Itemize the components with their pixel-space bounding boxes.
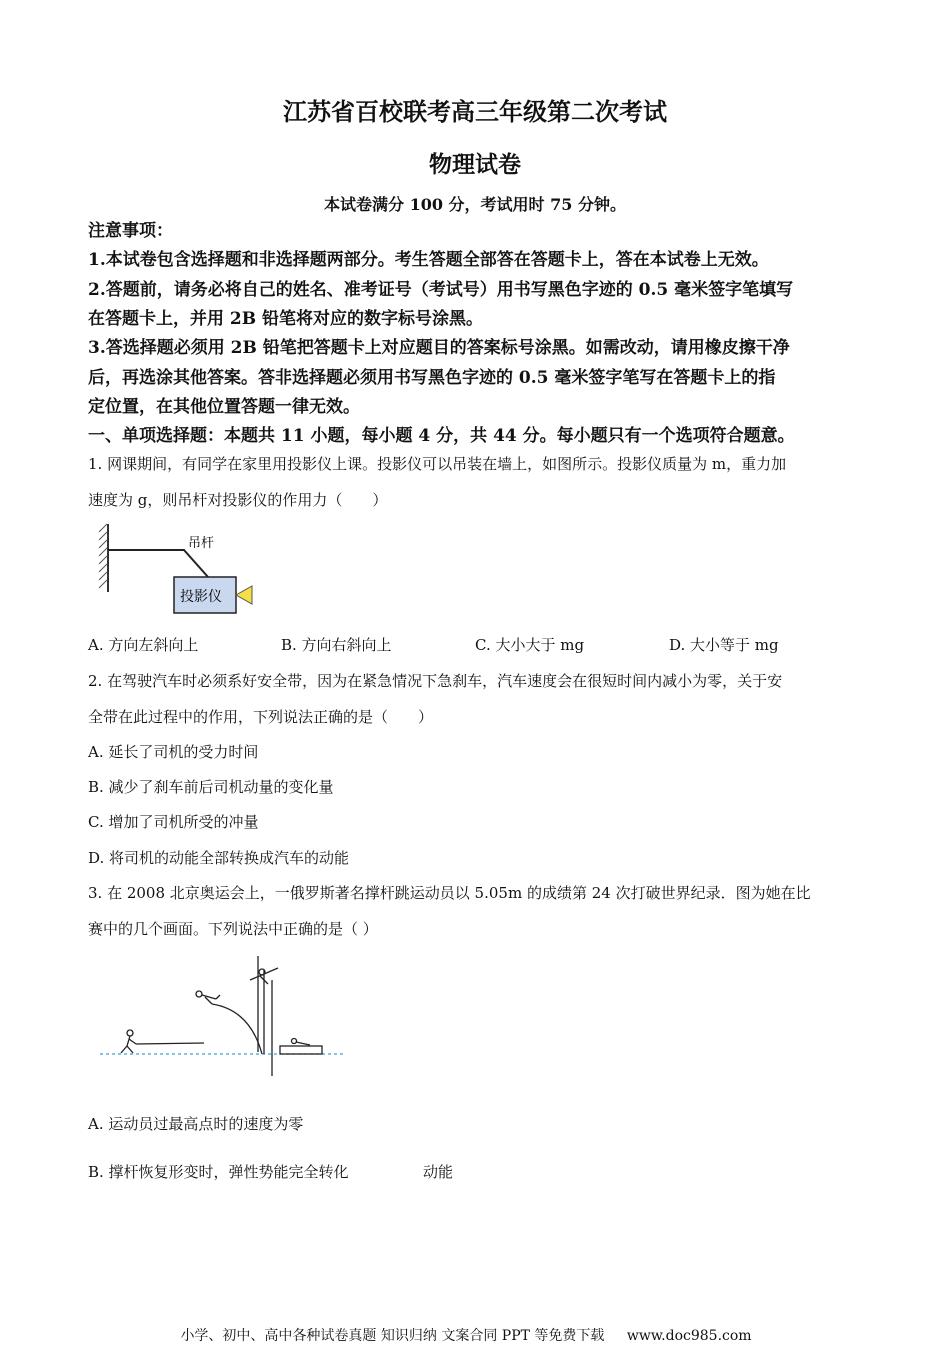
q2-option-c: C. 增加了司机所受的冲量 xyxy=(88,813,259,831)
notice-item-3-line-3: 定位置，在其他位置答题一律无效。 xyxy=(88,397,360,417)
q2-stem-line-1: 2. 在驾驶汽车时必须系好安全带，因为在紧急情况下急刹车，汽车速度会在很短时间内减小为零，关于安 xyxy=(88,672,783,690)
vaulter-figure xyxy=(196,991,262,1054)
rod-label: 吊杆 xyxy=(188,536,215,551)
q2-stem-line-2: 全带在此过程中的作用，下列说法正确的是（ ） xyxy=(88,708,434,726)
q1-option-b: B. 方向右斜向上 xyxy=(281,636,392,654)
section-1-heading: 一、单项选择题：本题共 11 小题，每小题 4 分，共 44 分。每小题只有一个选项符合题意。 xyxy=(88,426,795,446)
q3-option-b-part-1: B. 撑杆恢复形变时，弹性势能完全转化 xyxy=(88,1163,349,1181)
subject-title: 物理试卷 xyxy=(429,151,521,178)
q3-option-a: A. 运动员过最高点时的速度为零 xyxy=(88,1115,304,1133)
q1-option-c: C. 大小大于 mg xyxy=(475,636,585,654)
q1-option-d: D. 大小等于 mg xyxy=(669,636,779,654)
notice-item-2-line-1: 2.答题前，请务必将自己的姓名、准考证号（考试号）用书写黑色字迹的 0.5 毫米签字笔填写 xyxy=(88,280,794,300)
notice-heading: 注意事项： xyxy=(88,221,173,241)
q2-option-b: B. 减少了刹车前后司机动量的变化量 xyxy=(88,778,334,796)
landing-mat xyxy=(280,1039,322,1055)
q3-option-b-part-2: 动能 xyxy=(423,1163,454,1181)
wall-hatch xyxy=(99,524,107,588)
footer-text: 小学、初中、高中各种试卷真题 知识归纳 文案合同 PPT 等免费下载 xyxy=(180,1328,605,1344)
projector-figure xyxy=(96,522,266,618)
hanging-rod xyxy=(108,550,208,577)
footer-url[interactable]: www.doc985.com xyxy=(626,1328,752,1344)
notice-item-3-line-2: 后，再选涂其他答案。答非选择题必须用书写黑色字迹的 0.5 毫米签字笔写在答题卡上的指 xyxy=(88,368,776,388)
projector-label: 投影仪 xyxy=(180,589,222,605)
q3-stem-line-1: 3. 在 2008 北京奥运会上，一俄罗斯著名撑杆跳运动员以 5.05m 的成绩第 24 次打破世界纪录．图为她在比 xyxy=(88,884,811,902)
notice-item-1: 1.本试卷包含选择题和非选择题两部分。考生答题全部答在答题卡上，答在本试卷上无效。 xyxy=(88,250,769,270)
q1-option-a: A. 方向左斜向上 xyxy=(88,636,199,654)
crossbar-stands xyxy=(250,956,278,1076)
page-footer xyxy=(0,1325,950,1345)
pole-vault-figure xyxy=(100,950,350,1080)
q2-option-d: D. 将司机的动能全部转换成汽车的动能 xyxy=(88,849,350,867)
notice-item-3-line-1: 3.答选择题必须用 2B 铅笔把答题卡上对应题目的答案标号涂黑。如需改动，请用橡皮擦干净 xyxy=(88,338,790,358)
exam-info: 本试卷满分 100 分，考试用时 75 分钟。 xyxy=(324,195,626,214)
q1-stem-line-1: 1. 网课期间，有同学在家里用投影仪上课。投影仪可以吊装在墙上，如图所示。投影仪质量为 m，重力加 xyxy=(88,455,787,473)
q2-option-a: A. 延长了司机的受力时间 xyxy=(88,743,259,761)
notice-item-2-line-2: 在答题卡上，并用 2B 铅笔将对应的数字标号涂黑。 xyxy=(88,309,484,329)
exam-title: 江苏省百校联考高三年级第二次考试 xyxy=(283,97,667,126)
runner-figure xyxy=(121,1030,204,1053)
q3-stem-line-2: 赛中的几个画面。下列说法中正确的是（ ） xyxy=(88,920,378,938)
q1-stem-line-2: 速度为 g，则吊杆对投影仪的作用力（ ） xyxy=(88,491,388,509)
lens-icon xyxy=(236,586,252,604)
